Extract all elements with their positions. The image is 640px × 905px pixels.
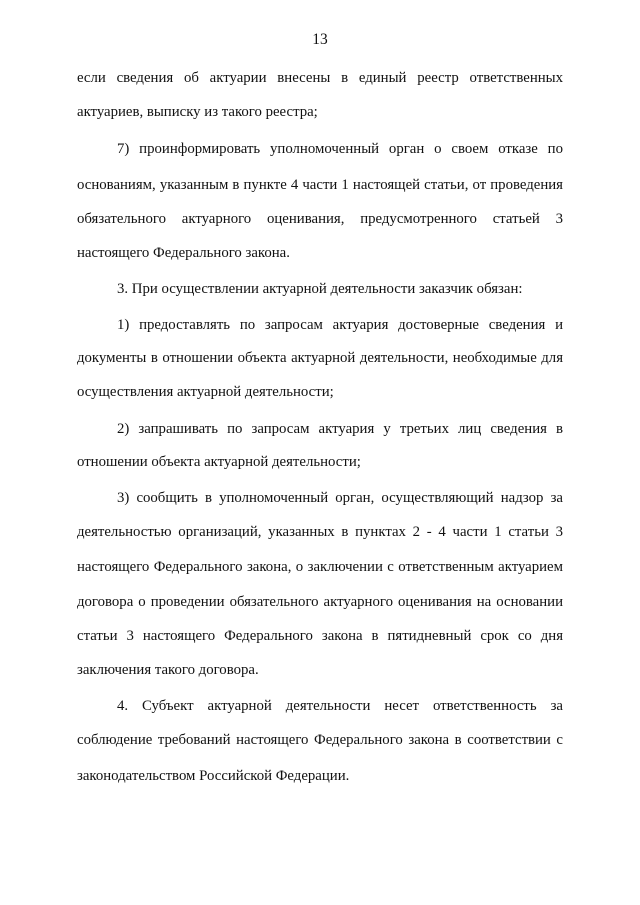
- text-line: 2) запрашивать по запросам актуария у третьих лиц сведения в: [117, 421, 563, 437]
- text-line: отношении объекта актуарной деятельности;: [77, 454, 361, 470]
- text-line: 3. При осуществлении актуарной деятельности заказчик обязан:: [117, 281, 523, 297]
- text-line: осуществления актуарной деятельности;: [77, 384, 334, 400]
- text-line: основаниям, указанным в пункте 4 части 1 настоящей статьи, от проведения: [77, 177, 563, 193]
- text-line: статьи 3 настоящего Федерального закона в пятидневный срок со дня: [77, 628, 563, 644]
- text-line: 7) проинформировать уполномоченный орган о своем отказе по: [117, 141, 563, 157]
- text-line: 4. Субъект актуарной деятельности несет ответственность за: [117, 698, 563, 714]
- text-line: настоящего Федерального закона, о заключении с ответственным актуарием: [77, 559, 563, 575]
- text-line: если сведения об актуарии внесены в единый реестр ответственных: [77, 70, 563, 86]
- text-line: заключения такого договора.: [77, 662, 259, 678]
- page-number: 13: [312, 31, 328, 48]
- text-line: 3) сообщить в уполномоченный орган, осуществляющий надзор за: [117, 490, 563, 506]
- text-line: законодательством Российской Федерации.: [77, 768, 350, 784]
- text-line: обязательного актуарного оценивания, предусмотренного статьей 3: [77, 211, 563, 227]
- text-line: деятельностью организаций, указанных в пунктах 2 - 4 части 1 статьи 3: [77, 524, 563, 540]
- text-line: документы в отношении объекта актуарной деятельности, необходимые для: [77, 350, 563, 366]
- text-line: соблюдение требований настоящего Федерального закона в соответствии с: [77, 732, 563, 748]
- text-line: настоящего Федерального закона.: [77, 245, 290, 261]
- text-line: договора о проведении обязательного актуарного оценивания на основании: [77, 594, 563, 610]
- text-line: актуариев, выписку из такого реестра;: [77, 104, 318, 120]
- text-line: 1) предоставлять по запросам актуария достоверные сведения и: [117, 317, 563, 333]
